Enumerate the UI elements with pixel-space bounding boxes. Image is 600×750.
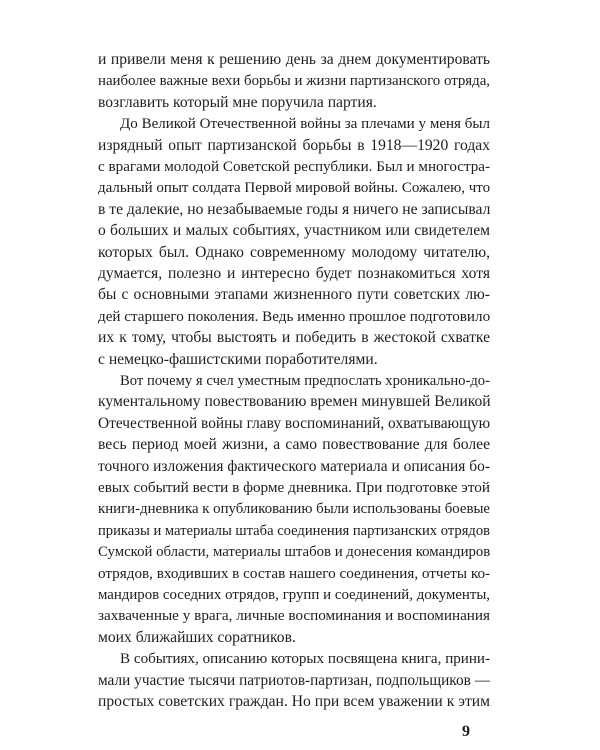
text-line: мали участие тысячи патриотов-партизан, подпольщиков —	[98, 671, 490, 689]
text-line: бы с основными этапами жизненного пути советских лю-	[98, 286, 490, 304]
text-line: с немецко-фашистскими поработителями.	[98, 350, 378, 368]
text-line: захваченные у врага, личные воспоминания и воспоминания	[98, 607, 490, 625]
text-line: в те далекие, но незабываемые годы я ничего не записывал	[98, 200, 491, 218]
text-line: отрядов, входивших в состав нашего соединения, отчеты ко-	[98, 564, 491, 582]
text-line: и привели меня к решению день за днем документировать	[98, 51, 490, 68]
text-line: их к тому, чтобы выстоять и победить в жестокой схватке	[98, 329, 490, 347]
text-line: приказы и материалы штаба соединения партизанских отрядов	[98, 522, 490, 539]
text-line: простых советских граждан. Но при всем уважении к этим	[98, 693, 490, 710]
text-line: Сумской области, материалы штабов и донесения командиров	[98, 544, 491, 561]
text-line: с врагами молодой Советской республики. Был и многостра-	[98, 159, 490, 175]
text-line: дей старшего поколения. Ведь именно прошлое подготовило	[98, 308, 491, 325]
text-line: книги-дневника к опубликованию были использованы боевые	[98, 501, 490, 518]
text-line: Вот почему я счел уместным предпослать хроникально-до-	[120, 373, 490, 389]
text-line: моих ближайших соратников.	[98, 628, 296, 646]
text-line: которых был. Однако современному молодому читателю,	[98, 243, 490, 261]
text-line: В событиях, описанию которых посвящена книга, прини-	[120, 651, 490, 668]
text-line: дальный опыт солдата Первой мировой войны. Сожалею, что	[98, 180, 491, 197]
text-line: Отечественной войны главу воспоминаний, охватывающую	[98, 414, 491, 432]
text-line: евых событий вести в форме дневника. При подготовке этой	[98, 479, 490, 496]
text-line: мандиров соседних отрядов, групп и соединений, документы,	[98, 587, 490, 603]
text-line: думается, полезно и интересно будет познакомиться хотя	[98, 265, 490, 282]
text-line: До Великой Отечественной войны за плечами у меня был	[120, 116, 490, 133]
page-number: 9	[462, 723, 470, 740]
text-line: изрядный опыт партизанской борьбы в 1918—1920 годах	[98, 136, 490, 154]
text-line: о больших и малых событиях, участником или свидетелем	[98, 222, 490, 240]
text-line: наиболее важные вехи борьбы и жизни партизанского отряда,	[98, 73, 490, 90]
text-line: возглавить который мне поручила партия.	[98, 93, 377, 111]
text-line: кументальному повествованию времен минувшей Великой	[98, 393, 491, 411]
text-line: точного изложения фактического материала и описания бо-	[98, 457, 490, 475]
text-line: весь период моей жизни, а само повествование для более	[98, 436, 490, 454]
